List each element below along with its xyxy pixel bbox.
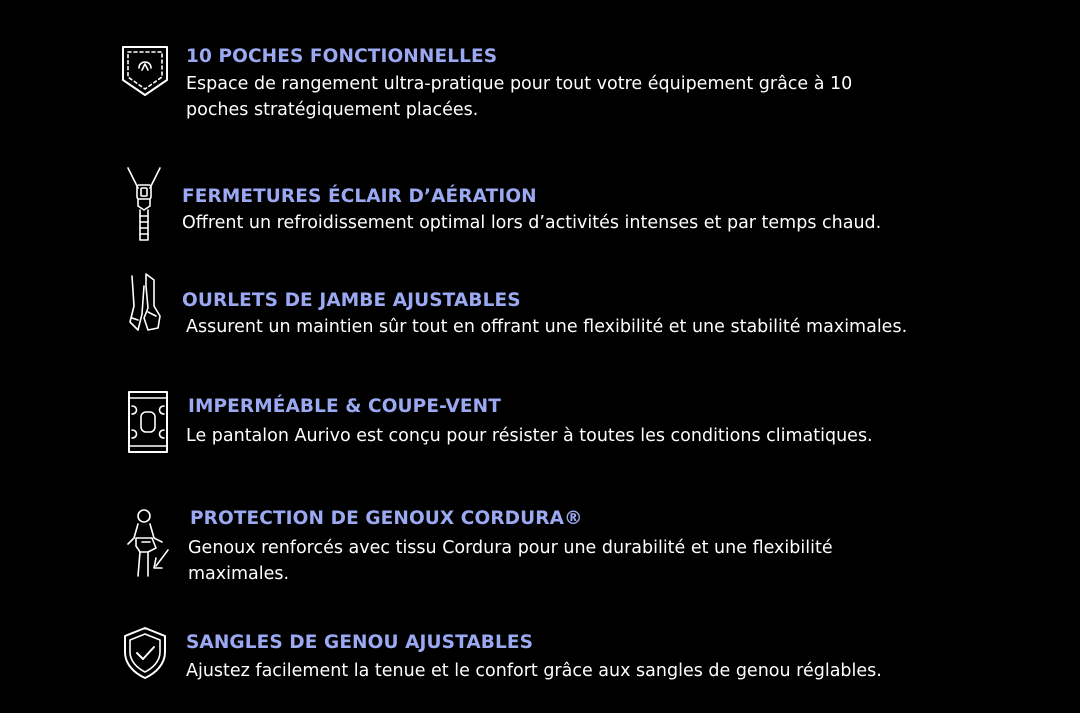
waterproof-fabric-icon [126,388,170,456]
feature-description [186,423,873,449]
description-line: Le pantalon Aurivo est conçu pour résister à toutes les conditions climatiques. [186,426,873,446]
feature-title: SANGLES DE GENOU AJUSTABLES [186,632,534,653]
feature-description [186,71,852,123]
feature-description [186,314,907,340]
feature-description [182,210,881,236]
feature-title: IMPERMÉABLE & COUPE-VENT [188,396,501,417]
zipper-icon [124,166,164,242]
description-line: poches stratégiquement placées. [186,100,479,120]
feature-title: PROTECTION DE GENOUX CORDURA® [190,508,583,529]
feature-title: 10 POCHES FONCTIONNELLES [186,46,498,67]
leg-hem-icon [124,272,164,334]
feature-description [188,535,833,587]
description-line: maximales. [188,564,290,584]
shield-check-icon [122,626,168,680]
knee-protection-icon [124,508,176,578]
description-line: Genoux renforcés avec tissu Cordura pour une durabilité et une flexibilité [188,538,833,558]
description-line: Offrent un refroidissement optimal lors d’activités intenses et par temps chaud. [182,213,882,233]
feature-title: OURLETS DE JAMBE AJUSTABLES [182,290,521,311]
pocket-icon [120,44,170,98]
description-line: Assurent un maintien sûr tout en offrant une flexibilité et une stabilité maximales. [186,317,908,337]
feature-description [186,658,882,684]
description-line: Ajustez facilement la tenue et le confort grâce aux sangles de genou réglables. [186,661,882,681]
feature-title: FERMETURES ÉCLAIR D’AÉRATION [182,186,537,207]
description-line: Espace de rangement ultra-pratique pour tout votre équipement grâce à 10 [186,74,853,94]
